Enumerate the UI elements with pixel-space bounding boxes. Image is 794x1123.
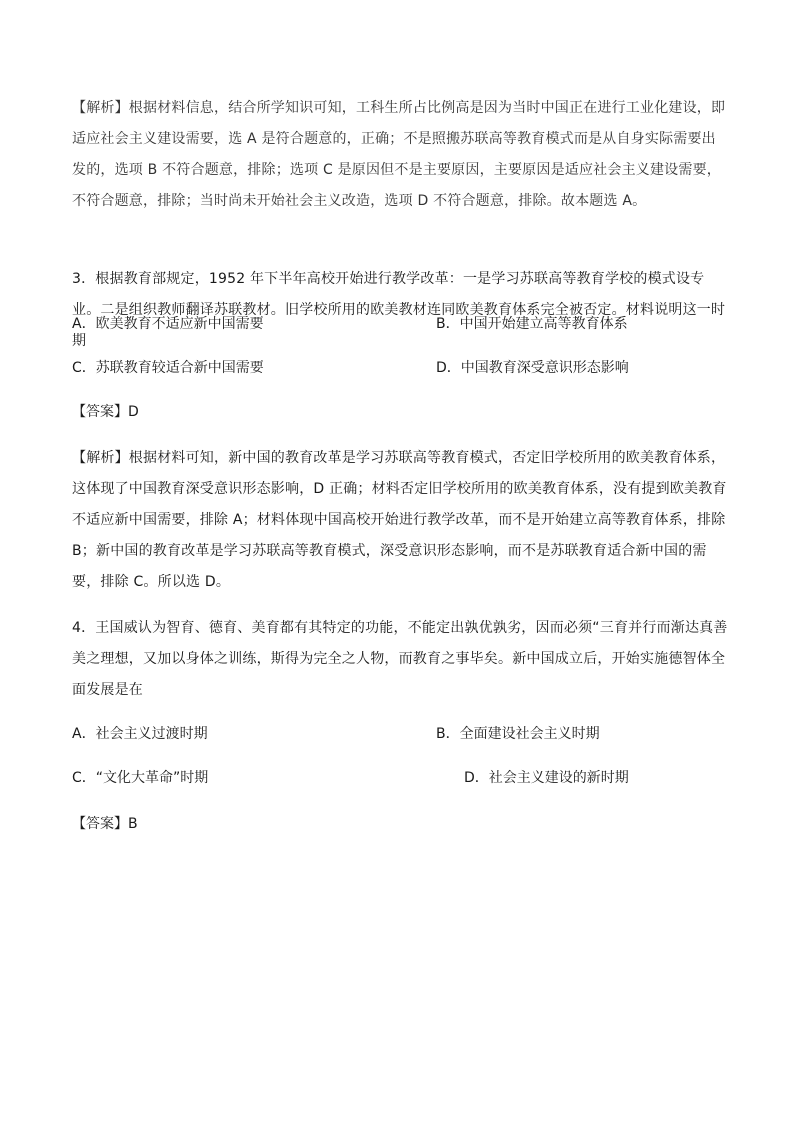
- question-3-stem: [72, 264, 728, 357]
- analysis-text: 【解析】根据材料信息，结合所学知识可知，工科生所占比例高是因为当时中国正在进行工业化建设，即适应社会主义建设需要，选 A 是符合题意的，正确；不是照搬苏联高等教育模式而是从自身实际需要出发的，选项 B 不符合题意，排除；选项 C 是原因但不是主要原因，主要原因是适应社会主义建设需要，不符合题意，排除；当时尚未开始社会主义改造，选项 D 不符合题意，排除。故本题选 A。: [72, 100, 726, 209]
- option-a: A．社会主义过渡时期: [72, 726, 208, 742]
- option-d: D．社会主义建设的新时期: [464, 770, 629, 786]
- question-4-stem: [72, 613, 728, 706]
- option-b: B．中国开始建立高等教育体系: [436, 316, 628, 332]
- question-3-options-row-2: [72, 356, 728, 380]
- analysis-text: 【解析】根据材料可知，新中国的教育改革是学习苏联高等教育模式，否定旧学校所用的欧美教育体系，这体现了中国教育深受意识形态影响，D 正确；材料否定旧学校所用的欧美教育体系，没有提到欧美教育不适应新中国需要，排除 A；材料体现中国高校开始进行教学改革，而不是开始建立高等教育体系，排除 B；新中国的教育改革是学习苏联高等教育模式，深受意识形态影响，而不是苏联教育适合新中国的需要，排除 C。所以选 D。: [72, 450, 727, 590]
- question-3-answer: 【答案】D: [72, 404, 139, 420]
- question-text: 4．王国威认为智育、德育、美育都有其特定的功能，不能定出孰优孰劣，因而必须“三育并行而渐达真善美之理想，又加以身体之训练，斯得为完全之人物，而教育之事毕矣。新中国成立后，开始实施德智体全面发展是在: [72, 620, 728, 698]
- question-4-options-row-1: [72, 722, 728, 746]
- question-4-options-row-2: [72, 766, 728, 790]
- analysis-paragraph-q2: [72, 93, 728, 217]
- option-c: C．苏联教育较适合新中国需要: [72, 360, 264, 376]
- option-b: B．全面建设社会主义时期: [436, 726, 600, 742]
- analysis-paragraph-q3: [72, 443, 728, 598]
- question-3-options-row-1: [72, 312, 728, 336]
- option-a: A．欧美教育不适应新中国需要: [72, 316, 264, 332]
- question-text: 3．根据教育部规定，1952 年下半年高校开始进行教学改革：一是学习苏联高等教育学校的模式设专业。二是组织教师翻译苏联教材。旧学校所用的欧美教材连同欧美教育体系完全被否定。材料说明这一时期: [72, 271, 726, 349]
- question-4-answer: 【答案】B: [72, 816, 138, 832]
- option-d: D．中国教育深受意识形态影响: [436, 360, 629, 376]
- option-c: C．“文化大革命”时期: [72, 770, 209, 786]
